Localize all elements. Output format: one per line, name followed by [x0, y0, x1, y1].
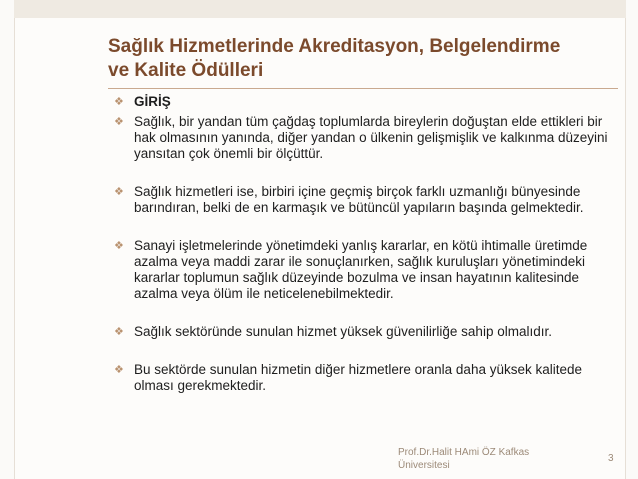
- top-decorative-band: [14, 0, 626, 18]
- bullet-marker-icon: ❖: [114, 326, 124, 338]
- bullet-text: Sanayi işletmelerinde yönetimdeki yanlış kararlar, en kötü ihtimalle üretimde azalma veya maddi zarar ile sonuçlanırken, sağlık kuruluşları yönetimindeki kararlar toplumun sağlık düzeyinde bozulma ve insan hayatının kalitesinde azalma veya ölüm ile neticelenebilmektedir.: [134, 238, 588, 301]
- bullet-text: Sağlık sektöründe sunulan hizmet yüksek güvenilirliğe sahip olmalıdır.: [134, 324, 552, 339]
- bullet-text: Sağlık hizmetleri ise, birbiri içine geçmiş birçok farklı uzmanlığı bünyesinde barındıran, belki de en karmaşık ve bütüncül yapıların başında gelmektedir.: [134, 184, 584, 215]
- bullet-text: Bu sektörde sunulan hizmetin diğer hizmetlere oranla daha yüksek kalitede olması gerekmektedir.: [134, 362, 583, 393]
- slide-title-line-2: ve Kalite Ödülleri: [108, 60, 264, 81]
- footer-author-line-2: Üniversitesi: [398, 460, 450, 471]
- bullet-item-giris: [108, 94, 620, 110]
- bullet-marker-icon: ❖: [114, 364, 124, 376]
- bullet-marker-icon: ❖: [114, 186, 124, 198]
- footer-author-line-1: Prof.Dr.Halit HAmi ÖZ Kafkas: [398, 447, 530, 458]
- page-number: 3: [608, 453, 614, 464]
- bullet-marker-icon: ❖: [114, 116, 124, 128]
- bullet-marker-icon: ❖: [114, 240, 124, 252]
- bullet-item: [108, 362, 620, 394]
- bullet-list: [108, 94, 620, 394]
- bullet-text: Sağlık, bir yandan tüm çağdaş toplumlarda bireylerin doğuştan elde ettikleri bir hak olmasının yanında, diğer yandan o ülkenin gelişmişlik ve kalkınma düzeyini yansıtan çok önemli bir ölçüttür.: [134, 114, 608, 161]
- title-divider: [108, 88, 618, 89]
- bullet-item: [108, 184, 620, 216]
- bullet-item: [108, 114, 620, 162]
- bullet-item: [108, 238, 620, 302]
- slide-title: [108, 35, 618, 83]
- footer-author: [398, 446, 568, 472]
- bullet-text: GİRİŞ: [134, 94, 171, 109]
- bullet-item: [108, 324, 620, 340]
- bullet-marker-icon: ❖: [114, 96, 124, 108]
- slide-title-line-1: Sağlık Hizmetlerinde Akreditasyon, Belgelendirme: [108, 36, 561, 57]
